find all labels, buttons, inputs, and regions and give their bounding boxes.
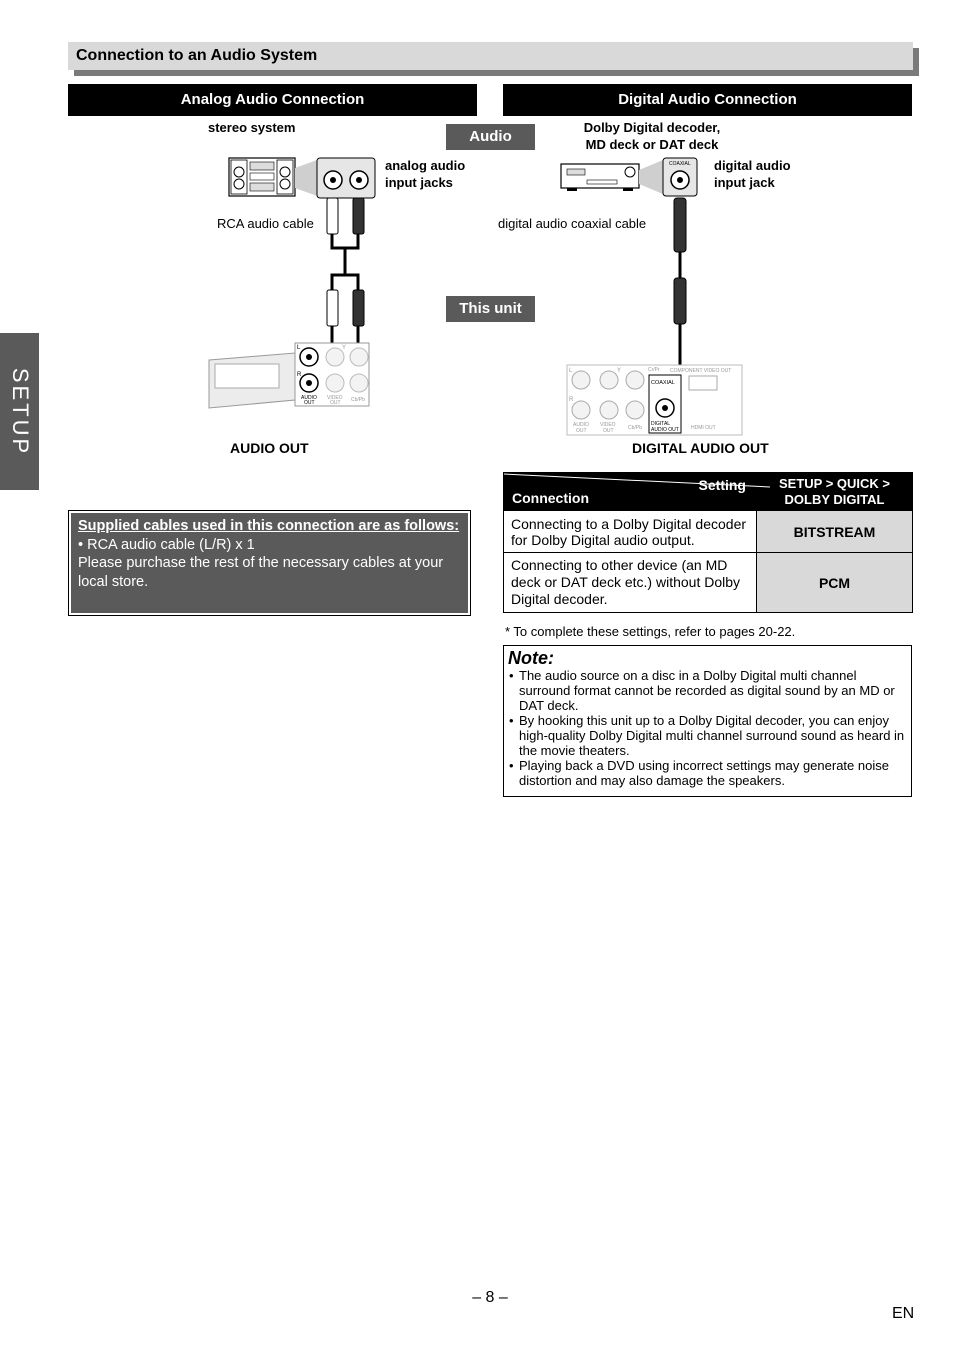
decoder-label: Dolby Digital decoder, MD deck or DAT deck [583,120,721,152]
supplied-title: Supplied cables used in this connection are as follows: [78,518,460,534]
this-unit-tag: This unit [446,296,535,322]
svg-text:L: L [569,368,573,374]
digital-input-jack [663,158,697,196]
analog-jacks-label: analog audio input jacks [385,158,466,190]
svg-text:VIDEO: VIDEO [327,395,343,401]
audio-tag: Audio [446,124,535,150]
rca-cable-label: RCA audio cable [217,216,314,231]
header-setting: Setting [698,477,746,493]
svg-text:AUDIO OUT: AUDIO OUT [651,427,679,433]
table-row [504,553,913,613]
note-box [503,645,912,797]
svg-text:R: R [569,397,574,403]
section-header [68,42,913,70]
analog-header: Analog Audio Connection [68,84,477,116]
page-number: – 8 – [472,1289,508,1306]
list-item: • By hooking this unit up to a Dolby Digital decoder, you can enjoy high-quality Dolby Digital multi channel surround sound as heard in the movie theaters. [508,713,905,758]
value-cell: BITSTREAM [757,511,913,553]
svg-text:COMPONENT VIDEO OUT: COMPONENT VIDEO OUT [670,368,732,374]
svg-text:OUT: OUT [304,400,315,406]
unit-back-panel-analog [209,343,369,408]
footnote: * To complete these settings, refer to pages 20-22. [505,624,796,639]
svg-text:Cb/Pb: Cb/Pb [628,425,642,431]
svg-text:HDMI OUT: HDMI OUT [691,425,716,431]
table-row [504,511,913,553]
connection-cell: Connecting to other device (an MD deck or DAT deck etc.) without Dolby Digital decoder. [504,553,757,613]
svg-text:COAXIAL: COAXIAL [669,161,691,167]
section-title: Connection to an Audio System [76,47,318,64]
svg-text:DIGITAL: DIGITAL [651,421,671,427]
decoder-device-icon [561,164,639,191]
settings-table [503,472,913,613]
svg-text:VIDEO: VIDEO [600,422,616,428]
svg-text:OUT: OUT [603,428,614,434]
language-code: EN [892,1305,915,1322]
note-title: Note: [508,648,554,668]
svg-text:COAXIAL: COAXIAL [651,380,675,386]
digital-audio-out-label: DIGITAL AUDIO OUT [632,440,769,456]
analog-diagram [205,150,385,415]
svg-text:Y: Y [617,368,622,374]
setup-side-tab [0,333,39,490]
stereo-system-label: stereo system [208,120,296,135]
audio-out-label: AUDIO OUT [230,440,309,456]
svg-text:Cb/Pb: Cb/Pb [351,397,365,403]
list-item: • Playing back a DVD using incorrect settings may generate noise distortion and may also damage the speakers. [508,758,905,788]
unit-back-panel-digital [567,365,742,435]
note-list [508,668,905,788]
supplied-item: • RCA audio cable (L/R) x 1 [78,536,255,553]
svg-text:L: L [297,345,301,351]
svg-text:Y: Y [342,345,347,351]
header-connection: Connection [512,490,589,506]
connection-cell: Connecting to a Dolby Digital decoder for Dolby Digital audio output. [504,511,757,553]
svg-text:Cr/Pr: Cr/Pr [648,367,660,373]
header-menu-path: SETUP > QUICK > DOLBY DIGITAL [757,473,913,511]
list-item: • The audio source on a disc in a Dolby Digital multi channel surround format cannot be recorded as digital sound by an MD or DAT deck. [508,668,905,713]
digital-header: Digital Audio Connection [503,84,912,116]
analog-input-jacks [317,158,375,198]
svg-text:AUDIO: AUDIO [301,395,317,401]
side-tab-label: SETUP [7,367,33,456]
svg-text:AUDIO: AUDIO [573,422,589,428]
value-cell: PCM [757,553,913,613]
supplied-note: Please purchase the rest of the necessary cables at your local store. [78,555,444,590]
coaxial-cable-label: digital audio coaxial cable [498,216,647,231]
svg-text:R: R [297,372,302,378]
supplied-cables-box [68,510,471,616]
table-header-cell [504,473,757,511]
stereo-system-icon [229,158,295,196]
digital-jack-label: digital audio input jack [714,158,791,190]
digital-diagram [555,150,755,440]
svg-text:OUT: OUT [576,428,587,434]
svg-text:OUT: OUT [330,400,341,406]
